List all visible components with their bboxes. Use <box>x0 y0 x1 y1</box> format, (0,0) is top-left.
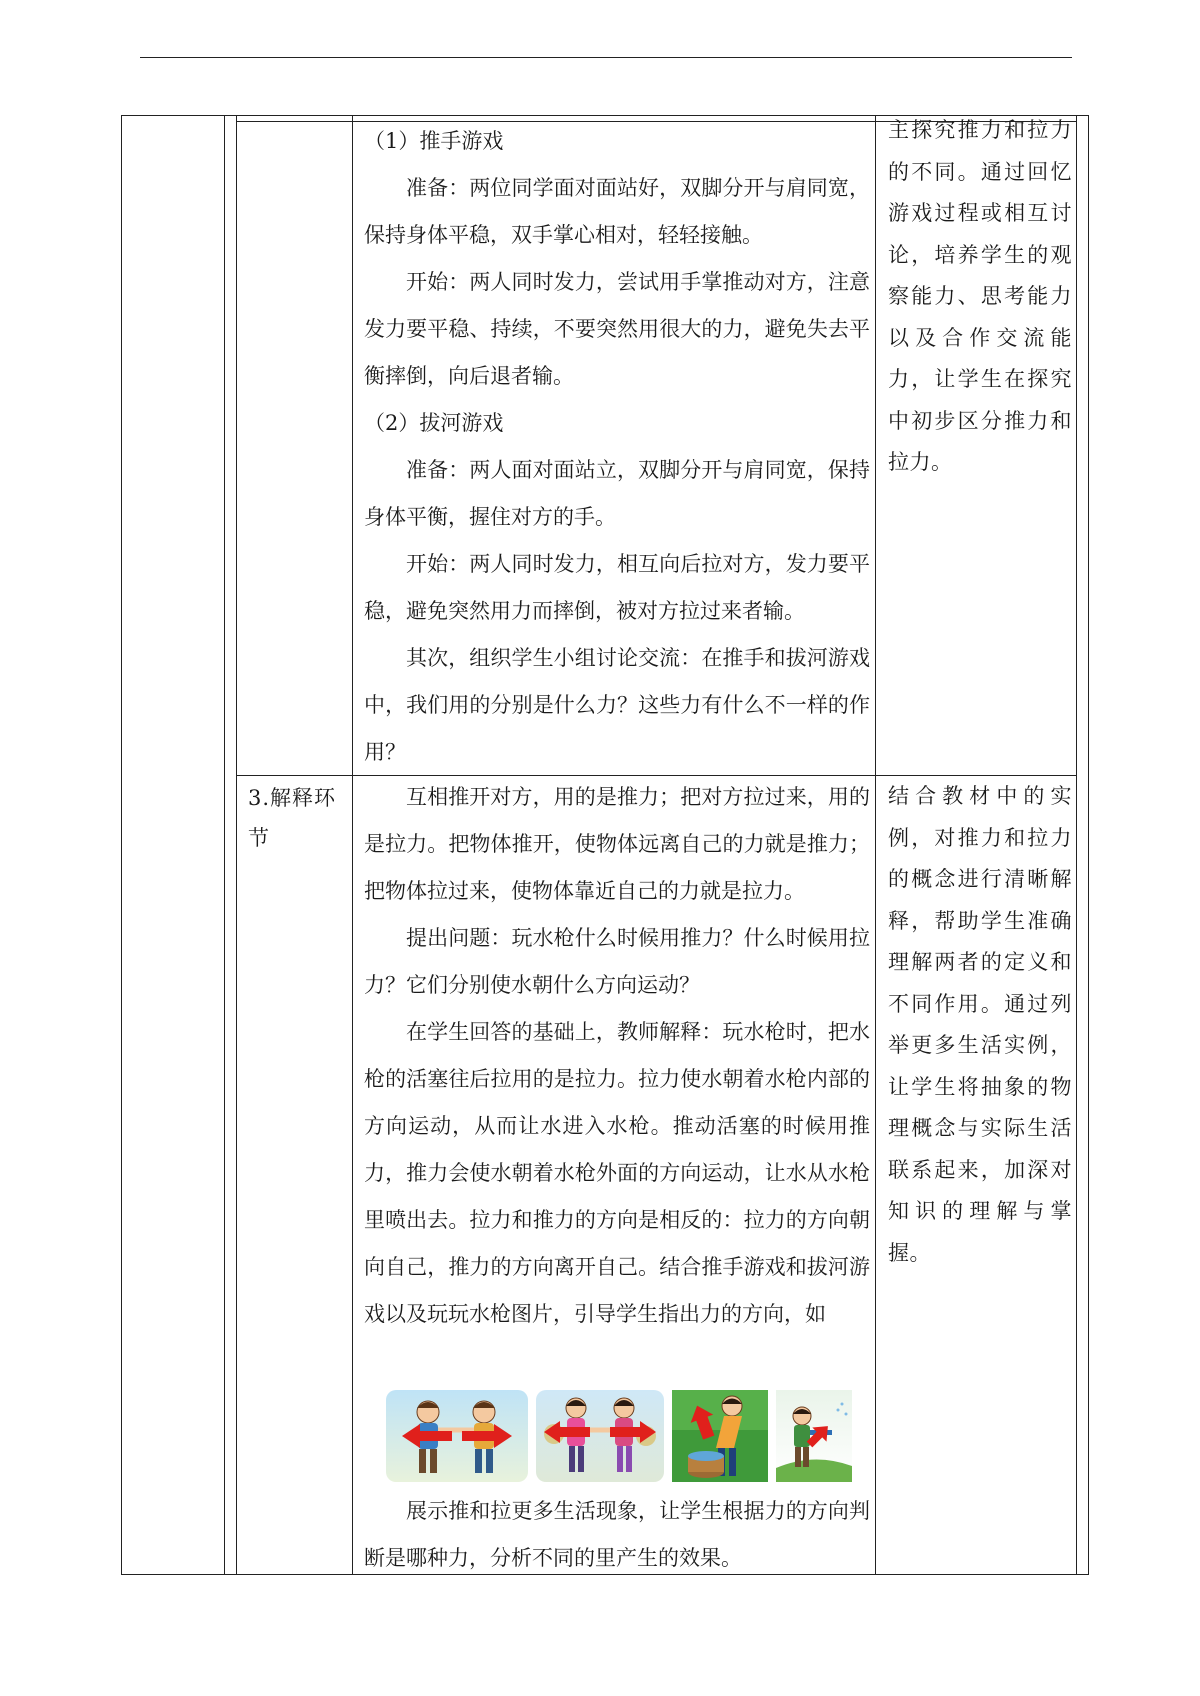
more-examples-task: 展示推和拉更多生活现象，让学生根据力的方向判断是哪种力，分析不同的里产生的效果。 <box>364 1499 870 1570</box>
illustration-row <box>386 1390 852 1482</box>
group-discussion: 其次，组织学生小组讨论交流：在推手和拔河游戏中，我们用的分别是什么力？这些力有什么不一样的作用？ <box>364 646 870 764</box>
tug-game-heading: （2）拔河游戏 <box>364 411 504 435</box>
row1-design-intent: 主探究推力和拉力的不同。通过回忆游戏过程或相互讨论，培养学生的观察能力、思考能力以及合作交流能力，让学生在探究中初步区分推力和拉力。 <box>888 118 1072 474</box>
push-pull-definition: 互相推开对方，用的是推力；把对方拉过来，用的是拉力。把物体推开，使物体远离自己的力就是推力；把物体拉过来，使物体靠近自己的力就是拉力。 <box>364 785 870 903</box>
header-rule <box>140 57 1072 58</box>
table-right-border <box>1088 115 1089 1575</box>
table-inner-left-border-a <box>224 115 225 1575</box>
push-hands-picture <box>386 1390 528 1482</box>
row2-design-intent: 结合教材中的实例，对推力和拉力的概念进行清晰解释，帮助学生准确理解两者的定义和不同作用。通过列举更多生活实例，让学生将抽象的物理概念与实际生活联系起来，加深对知识的理解与掌握。 <box>888 784 1072 1265</box>
table-inner-left-border-b <box>236 115 237 1575</box>
teacher-explanation: 在学生回答的基础上，教师解释：玩水枪时，把水枪的活塞往后拉用的是拉力。拉力使水朝着水枪内部的方向运动，从而让水进入水枪。推动活塞的时候用推力，推力会使水朝着水枪外面的方向运动，让水从水枪里喷出去。拉力和推力的方向是相反的：拉力的方向朝向自己，推力的方向离开自己。结合推手游戏和拔河游戏以及玩玩水枪图片，引导学生指出力的方向，如 <box>364 1020 870 1326</box>
table-column-divider-2 <box>875 115 876 1575</box>
tug-game-prep: 准备：两人面对面站立，双脚分开与肩同宽，保持身体平衡，握住对方的手。 <box>364 458 870 529</box>
table-left-border <box>121 115 122 1575</box>
table-inner-right-border <box>1076 115 1077 1575</box>
water-gun-picture <box>776 1390 852 1482</box>
row2-explanation-text-after <box>364 1488 870 1582</box>
water-bucket-picture <box>672 1390 768 1482</box>
push-game-heading: （1）推手游戏 <box>364 129 504 153</box>
table-column-divider-1 <box>352 115 353 1575</box>
tug-of-war-picture <box>536 1390 664 1482</box>
push-game-prep: 准备：两位同学面对面站好，双脚分开与肩同宽，保持身体平稳，双手掌心相对，轻轻接触。 <box>364 176 870 247</box>
water-gun-question: 提出问题：玩水枪什么时候用推力？什么时候用拉力？它们分别使水朝什么方向运动？ <box>364 926 870 997</box>
row1-activity-text <box>364 118 870 776</box>
row2-explanation-text <box>364 774 870 1338</box>
tug-game-start: 开始：两人同时发力，相互向后拉对方，发力要平稳，避免突然用力而摔倒，被对方拉过来者输。 <box>364 552 870 623</box>
push-game-start: 开始：两人同时发力，尝试用手掌推动对方，注意发力要平稳、持续，不要突然用很大的力，避免失去平衡摔倒，向后退者输。 <box>364 270 870 388</box>
stage-label-explain: 3.解释环节 <box>248 786 337 850</box>
